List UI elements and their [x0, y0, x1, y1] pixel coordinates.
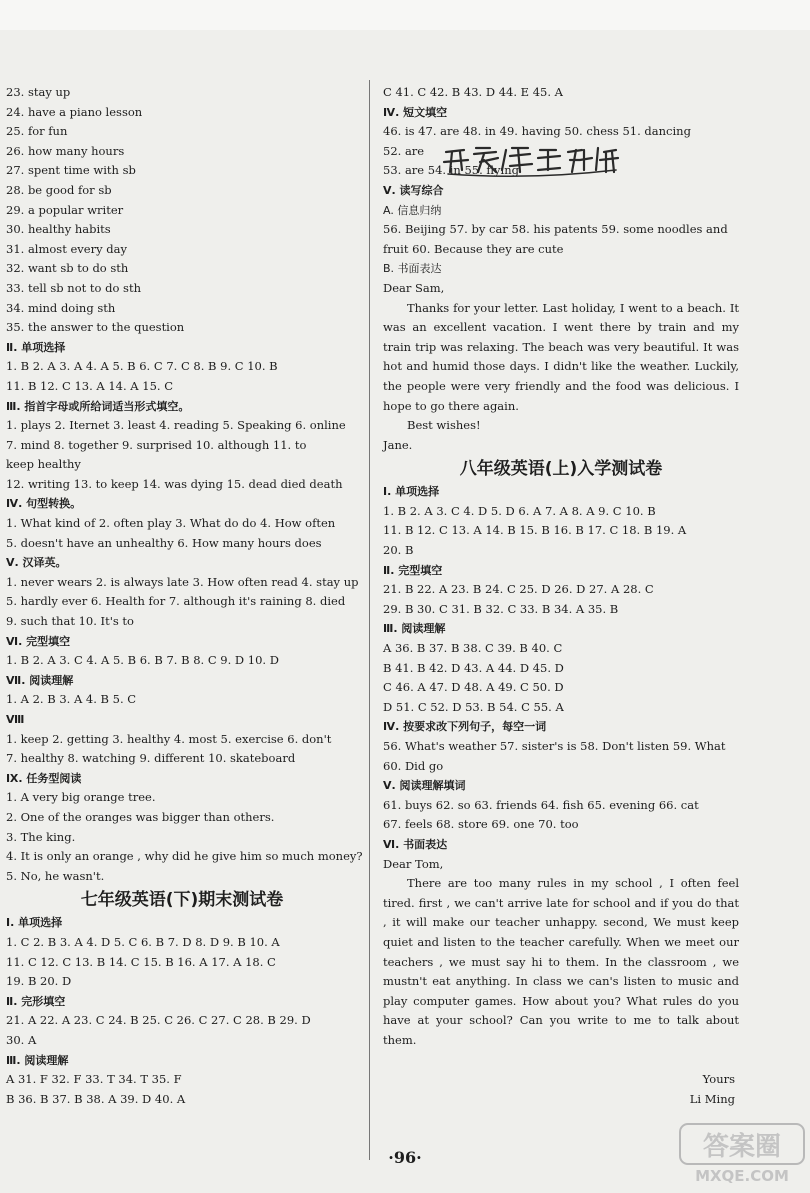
answer-line: 9. such that 10. It's to — [6, 614, 134, 629]
watermark-logo — [678, 1120, 806, 1186]
section-heading: Ⅴ. 汉译英。 — [6, 556, 67, 570]
answer-line: 29. B 30. C 31. B 32. C 33. B 34. A 35. B — [383, 601, 619, 616]
section-heading: Ⅳ. 句型转换。 — [6, 497, 82, 511]
answer-line: 33. tell sb not to do sth — [6, 280, 141, 295]
section-heading: Ⅸ. 任务型阅读 — [6, 771, 82, 785]
answer-line: 1. keep 2. getting 3. healthy 4. most 5. exercise 6. don't — [6, 731, 332, 746]
blank-line — [383, 1051, 739, 1071]
answer-line: 28. be good for sb — [6, 182, 112, 197]
section-heading: Ⅲ. 阅读理解 — [383, 622, 446, 636]
answer-line: 56. What's weather 57. sister's is 58. Don't listen 59. What — [383, 739, 726, 753]
answer-line: 56. Beijing 57. by car 58. his patents 59. some noodles and — [383, 222, 728, 237]
section-heading: Ⅴ. 阅读理解填词 — [383, 779, 466, 793]
section-heading: Ⅵ. 完型填空 — [6, 634, 71, 648]
answer-line: 1. B 2. A 3. C 4. A 5. B 6. B 7. B 8. C 9. D 10. D — [6, 653, 279, 668]
answer-line: fruit 60. Because they are cute — [383, 241, 564, 256]
answer-line: 24. have a piano lesson — [6, 104, 143, 119]
answer-line: Jane. — [383, 437, 413, 452]
answer-line: 34. mind doing sth — [6, 300, 116, 315]
answer-line: Dear Tom, — [383, 856, 444, 871]
essay-paragraph: Best wishes! — [407, 418, 481, 433]
page-number: ·96· — [388, 1148, 422, 1167]
column-divider — [369, 80, 370, 1160]
letter-signature: Yours — [702, 1072, 735, 1087]
answer-line: 1. What kind of 2. often play 3. What do do 4. How often — [6, 516, 336, 531]
answer-line: 3. The king. — [6, 829, 76, 844]
answer-line: 32. want sb to do sth — [6, 261, 129, 276]
answer-line: 11. B 12. C 13. A 14. A 15. C — [6, 378, 174, 393]
answer-line: 4. It is only an orange , why did he give him so much money? — [6, 849, 363, 864]
answer-line: Dear Sam, — [383, 280, 445, 295]
answer-line: 1. never wears 2. is always late 3. How often read 4. stay up — [6, 574, 359, 589]
section-heading: Ⅰ. 单项选择 — [6, 916, 63, 930]
answer-line: 19. B 20. D — [6, 974, 72, 989]
section-heading: Ⅱ. 单项选择 — [6, 340, 66, 354]
answer-line: 26. how many hours — [6, 143, 125, 158]
subsection-heading: A. 信息归纳 — [383, 203, 442, 217]
answer-line: 27. spent time with sb — [6, 163, 136, 178]
test-title: 八年级英语(上)入学测试卷 — [459, 459, 663, 480]
section-heading: Ⅴ. 读写综合 — [383, 183, 444, 197]
answer-line: A 36. B 37. B 38. C 39. B 40. C — [383, 641, 563, 656]
answer-line: 21. B 22. A 23. B 24. C 25. D 26. D 27. A 28. C — [383, 582, 654, 597]
section-heading: Ⅲ. 指首字母或所给词适当形式填空。 — [6, 399, 190, 413]
answer-line: 31. almost every day — [6, 241, 127, 256]
answer-line: B 41. B 42. D 43. A 44. D 45. D — [383, 660, 564, 675]
answer-line: 5. hardly ever 6. Health for 7. although it's raining 8. died — [6, 594, 346, 609]
answer-line: 30. A — [6, 1032, 37, 1047]
section-heading: Ⅵ. 书面表达 — [383, 837, 448, 851]
answer-line: 1. plays 2. Iternet 3. least 4. reading 5. Speaking 6. online — [6, 418, 346, 433]
section-heading: Ⅲ. 阅读理解 — [6, 1053, 69, 1067]
section-heading: Ⅳ. 短文填空 — [383, 105, 448, 119]
section-heading: Ⅱ. 完型填空 — [383, 563, 443, 577]
answer-line: 29. a popular writer — [6, 202, 124, 217]
letter-signature: Li Ming — [689, 1091, 735, 1106]
answer-line: 21. A 22. A 23. C 24. B 25. C 26. C 27. C 28. B 29. D — [6, 1013, 311, 1028]
answer-line: D 51. C 52. D 53. B 54. C 55. A — [383, 699, 564, 714]
answer-line: 7. mind 8. together 9. surprised 10. although 11. to — [6, 437, 307, 452]
answer-line: 1. C 2. B 3. A 4. D 5. C 6. B 7. D 8. D 9. B 10. A — [6, 934, 280, 949]
section-heading: Ⅷ — [6, 713, 25, 726]
section-heading: Ⅱ. 完形填空 — [6, 994, 66, 1008]
answer-line: 1. A very big orange tree. — [6, 790, 156, 805]
answer-line: 25. for fun — [6, 124, 68, 139]
scan-top-edge — [0, 0, 810, 30]
answer-line: A 31. F 32. F 33. T 34. T 35. F — [6, 1072, 182, 1087]
section-heading: Ⅰ. 单项选择 — [383, 485, 440, 499]
answer-line: 11. C 12. C 13. B 14. C 15. B 16. A 17. A 18. C — [6, 954, 276, 969]
answer-line: 2. One of the oranges was bigger than others. — [6, 809, 275, 824]
watermark-main: 答案圈 — [702, 1132, 782, 1162]
answer-line: 52. are — [383, 143, 425, 158]
watermark-site: MXQE.COM — [695, 1167, 789, 1185]
test-title: 七年级英语(下)期末测试卷 — [80, 890, 284, 911]
answer-line: 7. healthy 8. watching 9. different 10. skateboard — [6, 751, 296, 766]
answer-line: 46. is 47. are 48. in 49. having 50. chess 51. dancing — [383, 124, 691, 139]
answer-line: 1. A 2. B 3. A 4. B 5. C — [6, 692, 137, 707]
answer-line: 53. are 54. in 55. flying — [383, 163, 520, 178]
subsection-heading: B. 书面表达 — [383, 262, 442, 276]
answer-line: 1. B 2. A 3. A 4. A 5. B 6. C 7. C 8. B 9. C 10. B — [6, 359, 278, 374]
answer-line: 23. stay up — [6, 85, 71, 99]
answer-line: 30. healthy habits — [6, 222, 111, 237]
answer-line: 60. Did go — [383, 758, 444, 773]
answer-line: 61. buys 62. so 63. friends 64. fish 65. evening 66. cat — [383, 797, 699, 812]
answer-line: 20. B — [383, 543, 414, 558]
left-column — [6, 83, 363, 1109]
answer-line: 5. No, he wasn't. — [6, 868, 105, 883]
answer-line: B 36. B 37. B 38. A 39. D 40. A — [6, 1091, 186, 1106]
section-heading: Ⅳ. 按要求改下列句子，每空一词 — [383, 720, 547, 734]
answer-line: 12. writing 13. to keep 14. was dying 15. dead died death — [6, 476, 343, 491]
handwritten-annotation — [440, 140, 620, 180]
essay-paragraph: Thanks for your letter. Last holiday, I went to a beach. It was an excellent vacation. I went there by train and my train trip was relaxing. The beach was very beautiful. It was hot and humid those days. I didn't like the weather. Luckily, the people were very friendly and the food was delicious. I hope to go there again. — [383, 300, 739, 413]
answer-line: 1. B 2. A 3. C 4. D 5. D 6. A 7. A 8. A 9. C 10. B — [383, 503, 656, 518]
answer-line: 5. doesn't have an unhealthy 6. How many hours does — [6, 535, 322, 550]
answer-line: 67. feels 68. store 69. one 70. too — [383, 817, 579, 832]
answer-line: keep healthy — [6, 457, 81, 472]
answer-line: C 41. C 42. B 43. D 44. E 45. A — [383, 85, 563, 99]
section-heading: Ⅶ. 阅读理解 — [6, 673, 74, 687]
answer-line: C 46. A 47. D 48. A 49. C 50. D — [383, 680, 564, 695]
right-column — [383, 83, 739, 1109]
answer-line: 35. the answer to the question — [6, 320, 185, 335]
essay-paragraph: There are too many rules in my school , I often feel tired. first , we can't arrive late for school and if you do that , it will make our teacher unhappy. second, We must keep quiet and listen to the teacher carefully. When we meet our teachers , we must say hi to them. In the classroom , we mustn't eat anything. In class we can's listen to music and play computer games. How about you? What rules do you have at your school? Can you write to me to talk about them. — [383, 876, 739, 1047]
answer-line: 11. B 12. C 13. A 14. B 15. B 16. B 17. C 18. B 19. A — [383, 523, 687, 538]
